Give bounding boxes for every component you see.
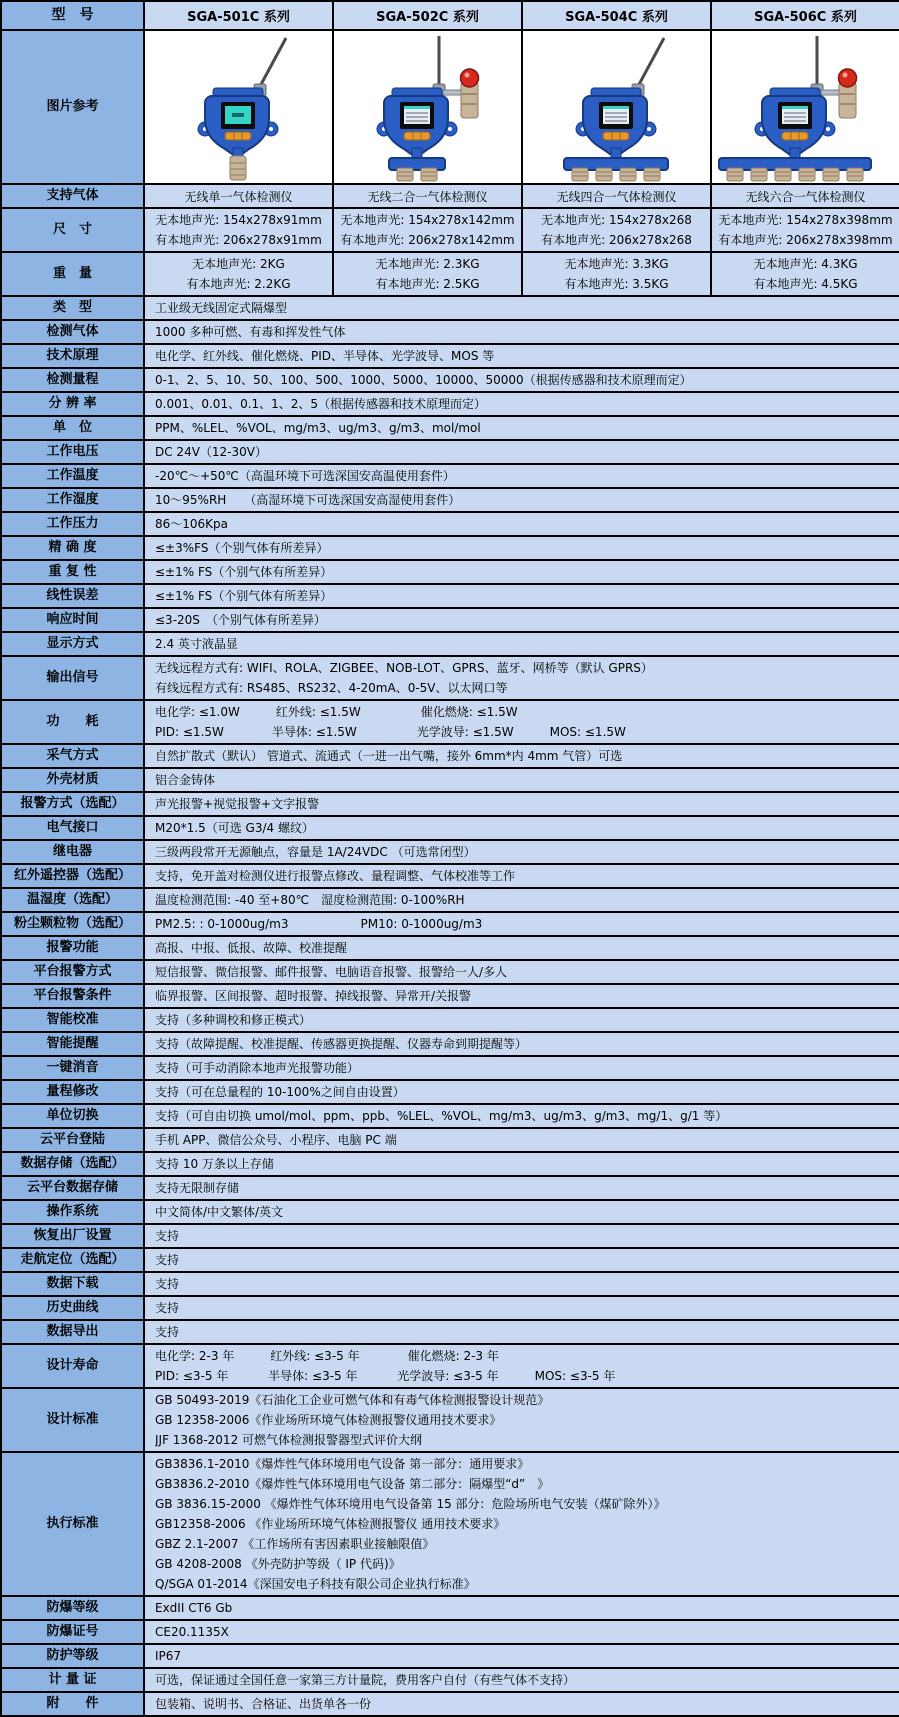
weight-no-sounder: 无本地声光: 2KG (192, 257, 285, 271)
spec-row (1, 560, 899, 584)
spec-row-value (144, 1644, 899, 1668)
spec-row-value (144, 296, 899, 320)
spec-row (1, 700, 899, 744)
spec-row (1, 864, 899, 888)
spec-row-value (144, 960, 899, 984)
spec-row-label: 智能提醒 (1, 1032, 144, 1056)
spec-row-label: 显示方式 (1, 632, 144, 656)
spec-value-line: PID: ≤1.5W 半导体: ≤1.5W 光学波导: ≤1.5W MOS: ≤1.5W (155, 725, 626, 739)
spec-row-value (144, 1692, 899, 1716)
spec-row-value (144, 1388, 899, 1452)
spec-value-line: 支持 10 万条以上存储 (155, 1157, 274, 1171)
weight-no-sounder: 无本地声光: 2.3KG (375, 257, 480, 271)
spec-row-value (144, 344, 899, 368)
spec-row-value (144, 1344, 899, 1388)
size-value (144, 208, 333, 252)
spec-value-line: 工业级无线固定式隔爆型 (155, 301, 288, 315)
spec-row-label: 数据导出 (1, 1320, 144, 1344)
gas-detector-photo-dual (335, 32, 520, 182)
spec-row-label: 平台报警条件 (1, 984, 144, 1008)
spec-row (1, 320, 899, 344)
photo-cell-sga-504c (522, 30, 711, 184)
size-no-sounder: 无本地声光: 154x278x91mm (155, 213, 322, 227)
spec-row-value (144, 984, 899, 1008)
model-name-sga-504c: SGA-504C 系列 (522, 1, 711, 30)
spec-row-value (144, 584, 899, 608)
weight-row (1, 252, 899, 296)
spec-row-label: 线性误差 (1, 584, 144, 608)
spec-value-line: 1000 多种可燃、有毒和挥发性气体 (155, 325, 346, 339)
spec-row-value (144, 440, 899, 464)
spec-row (1, 984, 899, 1008)
spec-row-value (144, 888, 899, 912)
spec-row-value (144, 632, 899, 656)
weight-value (522, 252, 711, 296)
spec-value-line: ≤±1% FS（个别气体有所差异） (155, 589, 333, 603)
model-name-sga-506c: SGA-506C 系列 (711, 1, 899, 30)
spec-value-line: GB3836.1-2010《爆炸性气体环境用电气设备 第一部分：通用要求》 (155, 1457, 530, 1471)
spec-row (1, 816, 899, 840)
weight-with-sounder: 有本地声光: 2.2KG (186, 277, 291, 291)
weight-value (711, 252, 899, 296)
spec-value-line: 支持 (155, 1253, 180, 1267)
spec-row (1, 1668, 899, 1692)
spec-value-line: 支持 (155, 1229, 180, 1243)
spec-row-label: 恢复出厂设置 (1, 1224, 144, 1248)
spec-value-line: 电化学: ≤1.0W 红外线: ≤1.5W 催化燃烧: ≤1.5W (155, 705, 518, 719)
gas-detector-photo-single (146, 32, 331, 182)
weight-value (333, 252, 522, 296)
spec-row-label: 工作压力 (1, 512, 144, 536)
spec-row-label: 操作系统 (1, 1200, 144, 1224)
photo-row-label: 图片参考 (1, 30, 144, 184)
spec-value-line: 86～106Kpa (155, 517, 229, 531)
spec-row (1, 1644, 899, 1668)
spec-value-line: 支持（可自由切换 umol/mol、ppm、ppb、%LEL、%VOL、mg/m3、ug/m3、g/m3、mg/1、g/1 等） (155, 1109, 728, 1123)
spec-row (1, 1032, 899, 1056)
spec-row-label: 一键消音 (1, 1056, 144, 1080)
spec-row-label: 报警方式（选配） (1, 792, 144, 816)
spec-row-value (144, 392, 899, 416)
spec-row (1, 488, 899, 512)
size-no-sounder: 无本地声光: 154x278x268 (541, 213, 692, 227)
spec-row-label: 历史曲线 (1, 1296, 144, 1320)
spec-row-value (144, 1272, 899, 1296)
spec-row (1, 440, 899, 464)
spec-value-line: PID: ≤3-5 年 半导体: ≤3-5 年 光学波导: ≤3-5 年 MOS: ≤3-5 年 (155, 1369, 616, 1383)
spec-value-line: 2.4 英寸液晶显 (155, 637, 238, 651)
spec-row-label: 重 复 性 (1, 560, 144, 584)
spec-row-label: 走航定位（选配） (1, 1248, 144, 1272)
spec-row-label: 输出信号 (1, 656, 144, 700)
supported-gas-value: 无线四合一气体检测仪 (522, 184, 711, 208)
spec-row (1, 1104, 899, 1128)
spec-row-label: 设计标准 (1, 1388, 144, 1452)
spec-row-label: 工作湿度 (1, 488, 144, 512)
spec-value-line: GB12358-2006 《作业场所环境气体检测报警仪 通用技术要求》 (155, 1517, 506, 1531)
spec-row-value (144, 1104, 899, 1128)
spec-value-line: ≤±1% FS（个别气体有所差异） (155, 565, 333, 579)
spec-value-line: 手机 APP、微信公众号、小程序、电脑 PC 端 (155, 1133, 397, 1147)
spec-value-line: 声光报警+视觉报警+文字报警 (155, 797, 320, 811)
spec-row-label: 检测气体 (1, 320, 144, 344)
spec-row (1, 960, 899, 984)
spec-row (1, 512, 899, 536)
size-with-sounder: 有本地声光: 206x278x142mm (340, 233, 515, 247)
spec-row-value (144, 560, 899, 584)
spec-row-value (144, 416, 899, 440)
spec-value-line: 自然扩散式（默认） 管道式、流通式（一进一出气嘴，接外 6mm*内 4mm 气管）可选 (155, 749, 623, 763)
spec-row-label: 响应时间 (1, 608, 144, 632)
spec-row (1, 1620, 899, 1644)
spec-row (1, 1596, 899, 1620)
spec-value-line: GB3836.2-2010《爆炸性气体环境用电气设备 第二部分：隔爆型“d” 》 (155, 1477, 550, 1491)
spec-value-line: 支持，免开盖对检测仪进行报警点修改、量程调整、气体校准等工作 (155, 869, 516, 883)
spec-row-value (144, 864, 899, 888)
spec-row-label: 执行标准 (1, 1452, 144, 1596)
supported-gas-value: 无线二合一气体检测仪 (333, 184, 522, 208)
spec-row (1, 584, 899, 608)
spec-value-line: 0.001、0.01、0.1、1、2、5（根据传感器和技术原理而定） (155, 397, 487, 411)
spec-row (1, 768, 899, 792)
spec-value-line: PPM、%LEL、%VOL、mg/m3、ug/m3、g/m3、mol/mol (155, 421, 481, 435)
spec-value-line: ≤±3%FS（个别气体有所差异） (155, 541, 329, 555)
size-value (333, 208, 522, 252)
spec-row-value (144, 1032, 899, 1056)
spec-row (1, 840, 899, 864)
spec-row-value (144, 768, 899, 792)
spec-value-line: 有线远程方式有: RS485、RS232、4-20mA、0-5V、以太网口等 (155, 681, 508, 695)
spec-value-line: 温度检测范围: -40 至+80℃ 湿度检测范围: 0-100%RH (155, 893, 465, 907)
spec-row (1, 744, 899, 768)
spec-value-line: PM2.5: : 0-1000ug/m3 PM10: 0-1000ug/m3 (155, 917, 483, 931)
spec-row (1, 632, 899, 656)
spec-row-label: 红外遥控器（选配） (1, 864, 144, 888)
spec-row-label: 检测量程 (1, 368, 144, 392)
spec-value-line: 中文简体/中文繁体/英文 (155, 1205, 284, 1219)
weight-with-sounder: 有本地声光: 4.5KG (753, 277, 858, 291)
spec-row-label: 采气方式 (1, 744, 144, 768)
spec-row (1, 1320, 899, 1344)
spec-value-line: 铝合金铸体 (155, 773, 216, 787)
spec-row-label: 类 型 (1, 296, 144, 320)
spec-row-label: 继电器 (1, 840, 144, 864)
photo-row (1, 30, 899, 184)
spec-row-label: 数据存储（选配） (1, 1152, 144, 1176)
spec-value-line: ≤3-20S （个别气体有所差异） (155, 613, 326, 627)
spec-row-value (144, 1128, 899, 1152)
spec-value-line: 三级两段常开无源触点，容量是 1A/24VDC （可选常闭型） (155, 845, 476, 859)
spec-row-value (144, 816, 899, 840)
spec-row-label: 防爆证号 (1, 1620, 144, 1644)
spec-row-label: 分 辨 率 (1, 392, 144, 416)
spec-value-line: IP67 (155, 1649, 182, 1663)
spec-value-line: 10～95%RH （高湿环境下可选深国安高湿使用套件） (155, 493, 461, 507)
model-name-sga-501c: SGA-501C 系列 (144, 1, 333, 30)
spec-row (1, 888, 899, 912)
spec-row-label: 单 位 (1, 416, 144, 440)
spec-row (1, 536, 899, 560)
spec-row (1, 792, 899, 816)
supported-gas-value: 无线单一气体检测仪 (144, 184, 333, 208)
spec-row (1, 608, 899, 632)
spec-row (1, 1692, 899, 1716)
spec-value-line: 支持（可在总量程的 10-100%之间自由设置） (155, 1085, 405, 1099)
spec-row (1, 1272, 899, 1296)
gas-detector-photo-hex (713, 32, 898, 182)
spec-row-label: 附 件 (1, 1692, 144, 1716)
spec-value-line: 支持（多种调校和修正模式） (155, 1013, 312, 1027)
spec-row-label: 数据下载 (1, 1272, 144, 1296)
weight-row-label: 重 量 (1, 252, 144, 296)
spec-row-label: 平台报警方式 (1, 960, 144, 984)
supported-gas-label: 支持气体 (1, 184, 144, 208)
spec-row (1, 464, 899, 488)
spec-row-label: 云平台登陆 (1, 1128, 144, 1152)
spec-value-line: 临界报警、区间报警、超时报警、掉线报警、异常开/关报警 (155, 989, 472, 1003)
spec-row-value (144, 1620, 899, 1644)
size-row-label: 尺 寸 (1, 208, 144, 252)
spec-row (1, 1200, 899, 1224)
size-with-sounder: 有本地声光: 206x278x91mm (155, 233, 322, 247)
spec-value-line: 支持（可手动消除本地声光报警功能） (155, 1061, 360, 1075)
spec-value-line: GB 4208-2008 《外壳防护等级（ IP 代码)》 (155, 1557, 401, 1571)
spec-row-value (144, 488, 899, 512)
spec-row-value (144, 1248, 899, 1272)
spec-value-line: JJF 1368-2012 可燃气体检测报警器型式评价大纲 (155, 1433, 423, 1447)
spec-row (1, 1080, 899, 1104)
spec-row (1, 1452, 899, 1596)
spec-row (1, 296, 899, 320)
model-header-label: 型 号 (1, 1, 144, 30)
spec-row-value (144, 912, 899, 936)
spec-value-line: 支持无限制存储 (155, 1181, 240, 1195)
spec-row-value (144, 1296, 899, 1320)
spec-value-line: CE20.1135X (155, 1625, 229, 1639)
spec-row-value (144, 1452, 899, 1596)
spec-row (1, 1008, 899, 1032)
spec-row (1, 392, 899, 416)
weight-value (144, 252, 333, 296)
spec-row-value (144, 700, 899, 744)
size-with-sounder: 有本地声光: 206x278x398mm (718, 233, 893, 247)
spec-row-value (144, 1056, 899, 1080)
spec-row-label: 智能校准 (1, 1008, 144, 1032)
spec-value-line: -20℃～+50℃（高温环境下可选深国安高温使用套件） (155, 469, 455, 483)
spec-row-value (144, 1176, 899, 1200)
spec-row (1, 936, 899, 960)
spec-row (1, 1056, 899, 1080)
spec-row-label: 设计寿命 (1, 1344, 144, 1388)
spec-row-label: 防爆等级 (1, 1596, 144, 1620)
spec-row-label: 防护等级 (1, 1644, 144, 1668)
spec-value-line: 0-1、2、5、10、50、100、500、1000、5000、10000、50000（根据传感器和技术原理而定） (155, 373, 692, 387)
spec-row (1, 1152, 899, 1176)
supported-gas-row (1, 184, 899, 208)
spec-value-line: 短信报警、微信报警、邮件报警、电脑语音报警、报警给一人/多人 (155, 965, 508, 979)
photo-cell-sga-502c (333, 30, 522, 184)
spec-value-line: 电化学: 2-3 年 红外线: ≤3-5 年 催化燃烧: 2-3 年 (155, 1349, 499, 1363)
spec-row (1, 344, 899, 368)
size-value (522, 208, 711, 252)
spec-row-label: 功 耗 (1, 700, 144, 744)
spec-value-line: GB 12358-2006《作业场所环境气体检测报警仪通用技术要求》 (155, 1413, 502, 1427)
spec-value-line: Q/SGA 01-2014《深国安电子科技有限公司企业执行标准》 (155, 1577, 476, 1591)
spec-row-label: 量程修改 (1, 1080, 144, 1104)
spec-row-value (144, 936, 899, 960)
spec-row-value (144, 368, 899, 392)
weight-with-sounder: 有本地声光: 2.5KG (375, 277, 480, 291)
spec-row-label: 单位切换 (1, 1104, 144, 1128)
spec-value-line: 支持 (155, 1325, 180, 1339)
spec-row-value (144, 744, 899, 768)
size-value (711, 208, 899, 252)
model-header-row (1, 1, 899, 30)
spec-row (1, 1388, 899, 1452)
spec-row-value (144, 1080, 899, 1104)
photo-cell-sga-506c (711, 30, 899, 184)
spec-row-value (144, 840, 899, 864)
spec-row (1, 656, 899, 700)
spec-row-value (144, 1224, 899, 1248)
spec-value-line: 包装箱、说明书、合格证、出货单各一份 (155, 1697, 372, 1711)
spec-row-label: 电气接口 (1, 816, 144, 840)
spec-row-value (144, 320, 899, 344)
size-row (1, 208, 899, 252)
size-no-sounder: 无本地声光: 154x278x142mm (340, 213, 515, 227)
spec-row (1, 1128, 899, 1152)
size-with-sounder: 有本地声光: 206x278x268 (541, 233, 692, 247)
spec-value-line: 高报、中报、低报、故障、校准提醒 (155, 941, 348, 955)
spec-row (1, 912, 899, 936)
weight-no-sounder: 无本地声光: 4.3KG (753, 257, 858, 271)
spec-row (1, 1344, 899, 1388)
spec-value-line: GB 3836.15-2000 《爆炸性气体环境用电气设备第 15 部分：危险场所电气安装（煤矿除外）》 (155, 1497, 666, 1511)
spec-row-label: 计 量 证 (1, 1668, 144, 1692)
spec-row-value (144, 1200, 899, 1224)
spec-row-value (144, 464, 899, 488)
spec-value-line: M20*1.5（可选 G3/4 螺纹） (155, 821, 314, 835)
spec-value-line: 可选，保证通过全国任意一家第三方计量院，费用客户自付（有些气体不支持） (155, 1673, 576, 1687)
spec-value-line: 支持 (155, 1277, 180, 1291)
spec-row (1, 1224, 899, 1248)
supported-gas-value: 无线六合一气体检测仪 (711, 184, 899, 208)
spec-row-value (144, 1596, 899, 1620)
spec-value-line: 支持 (155, 1301, 180, 1315)
spec-value-line: ExdII CT6 Gb (155, 1601, 233, 1615)
spec-row-label: 温湿度（选配） (1, 888, 144, 912)
spec-row (1, 1176, 899, 1200)
spec-value-line: 电化学、红外线、催化燃烧、PID、半导体、光学波导、MOS 等 (155, 349, 495, 363)
model-name-sga-502c: SGA-502C 系列 (333, 1, 522, 30)
size-no-sounder: 无本地声光: 154x278x398mm (718, 213, 893, 227)
spec-value-line: GBZ 2.1-2007 《工作场所有害因素职业接触限值》 (155, 1537, 435, 1551)
spec-row-label: 技术原理 (1, 344, 144, 368)
spec-row-value (144, 656, 899, 700)
spec-row-label: 粉尘颗粒物（选配） (1, 912, 144, 936)
gas-detector-photo-quad (524, 32, 709, 182)
weight-with-sounder: 有本地声光: 3.5KG (564, 277, 669, 291)
spec-row-label: 外壳材质 (1, 768, 144, 792)
spec-row-label: 报警功能 (1, 936, 144, 960)
spec-row-value (144, 792, 899, 816)
spec-row-value (144, 536, 899, 560)
spec-value-line: 支持（故障提醒、校准提醒、传感器更换提醒、仪器寿命到期提醒等） (155, 1037, 528, 1051)
spec-row-label: 工作温度 (1, 464, 144, 488)
spec-value-line: DC 24V（12-30V） (155, 445, 267, 459)
spec-row (1, 416, 899, 440)
spec-value-line: 无线远程方式有: WIFI、ROLA、ZIGBEE、NOB-LOT、GPRS、蓝牙、网桥等（默认 GPRS） (155, 661, 653, 675)
spec-row-label: 工作电压 (1, 440, 144, 464)
spec-row-value (144, 608, 899, 632)
weight-no-sounder: 无本地声光: 3.3KG (564, 257, 669, 271)
spec-row-value (144, 512, 899, 536)
spec-row-value (144, 1668, 899, 1692)
spec-row-value (144, 1320, 899, 1344)
spec-row (1, 1296, 899, 1320)
spec-row (1, 1248, 899, 1272)
spec-row-label: 云平台数据存储 (1, 1176, 144, 1200)
spec-value-line: GB 50493-2019《石油化工企业可燃气体和有毒气体检测报警设计规范》 (155, 1393, 550, 1407)
spec-row-label: 精 确 度 (1, 536, 144, 560)
spec-row (1, 368, 899, 392)
photo-cell-sga-501c (144, 30, 333, 184)
spec-row-value (144, 1152, 899, 1176)
spec-row-value (144, 1008, 899, 1032)
